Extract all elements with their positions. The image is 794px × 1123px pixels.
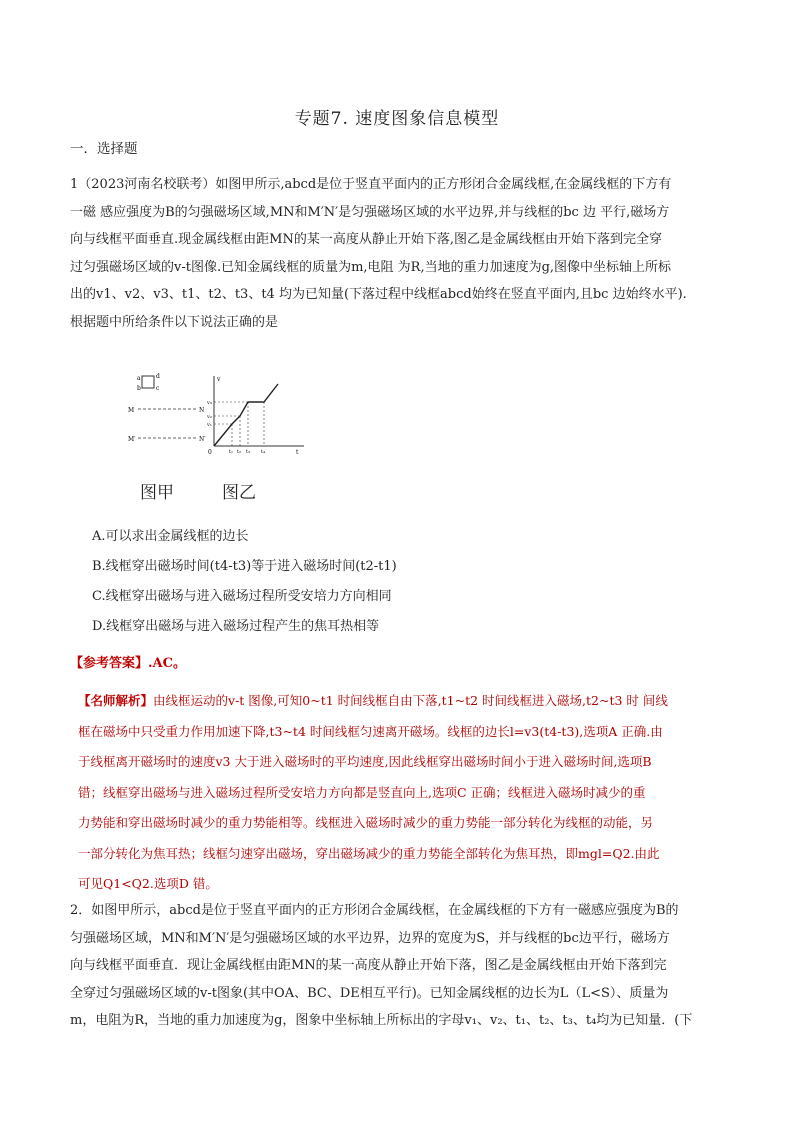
option-c: C.线框穿出磁场与进入磁场过程所受安培力方向相同 bbox=[92, 589, 392, 604]
tick-t3: t₃ bbox=[246, 449, 251, 455]
tick-t1: t₁ bbox=[229, 449, 234, 455]
tick-t2: t₂ bbox=[237, 449, 242, 455]
tick-v2: v₂ bbox=[207, 414, 212, 420]
q1-line: 根据题中所给条件以下说法正确的是 bbox=[70, 314, 279, 330]
q2-line: 匀强磁场区域，MN和M′N′是匀强磁场区域的水平边界，边界的宽度为S，并与线框的bc边平行，磁场方 bbox=[70, 930, 670, 946]
q1-line: 向与线框平面垂直.现金属线框由距MN的某一高度从静止开始下落,图乙是金属线框由开始下落到完全穿 bbox=[70, 232, 662, 247]
analysis-tag: 【名师解析】 bbox=[78, 693, 154, 708]
label-N: N bbox=[199, 407, 205, 414]
tick-t4: t₄ bbox=[261, 449, 266, 455]
vt-curve bbox=[214, 384, 278, 446]
frame-square bbox=[142, 376, 154, 388]
q2-line: 全穿过匀强磁场区域的v-t图象(其中OA、BC、DE相互平行)。已知金属线框的边长为L（L<S）、质量为 bbox=[70, 985, 669, 1001]
analysis-line: 于线框离开磁场时的速度v3 大于进入磁场时的平均速度,因此线框穿出磁场时间小于进入磁场时间,选项B bbox=[78, 754, 652, 769]
q1-line: 一磁 感应强度为B的匀强磁场区域,MN和M′N′是匀强磁场区域的水平边界,并与线框的bc 边 平行,磁场方 bbox=[70, 204, 670, 220]
question-2-text bbox=[70, 897, 734, 1035]
caption-figure-b: 图乙 bbox=[222, 483, 256, 503]
q1-line: 过匀强磁场区域的v-t图像.已知金属线框的质量为m,电阻 为R,当地的重力加速度为g,图像中坐标轴上所标 bbox=[70, 259, 672, 275]
label-M: M bbox=[128, 407, 135, 414]
q2-line: 2．如图甲所示，abcd是位于竖直平面内的正方形闭合金属线框，在金属线框的下方有一磁感应强度为B的 bbox=[70, 903, 679, 918]
reference-answer: 【参考答案】.AC。 bbox=[70, 656, 186, 671]
analysis-line: 错；线框穿出磁场与进入磁场过程所受安培力方向都是竖直向上,选项C 正确；线框进入磁场时减少的重 bbox=[78, 784, 646, 800]
page-title: 专题7. 速度图象信息模型 bbox=[294, 109, 500, 129]
analysis-line: 一部分转化为焦耳热；线框匀速穿出磁场，穿出磁场减少的重力势能全部转化为焦耳热，即mgl=Q2.由此 bbox=[78, 845, 660, 861]
analysis-line: 力势能和穿出磁场时减少的重力势能相等。线框进入磁场时减少的重力势能一部分转化为线框的动能，另 bbox=[78, 815, 654, 830]
axis-origin: 0 bbox=[208, 449, 212, 456]
frame-label-d: d bbox=[156, 373, 160, 380]
analysis-line: 【名师解析】由线框运动的v-t 图像,可知0~t1 时间线框自由下落,t1~t2 时间线框进入磁场,t2~t3 时 间线 bbox=[78, 693, 668, 708]
analysis-line: 框在磁场中只受重力作用加速下降,t3~t4 时间线框匀速离开磁场。线框的边长l=v3(t4-t3),选项A 正确.由 bbox=[78, 723, 663, 739]
label-Np: N′ bbox=[199, 436, 206, 443]
option-d: D.线框穿出磁场与进入磁场过程产生的焦耳热相等 bbox=[92, 619, 380, 634]
section-heading: 一．选择题 bbox=[70, 141, 138, 157]
frame-label-a: a bbox=[137, 375, 141, 382]
vt-figure bbox=[128, 366, 308, 466]
analysis-line: 可见Q1<Q2.选项D 错。 bbox=[78, 876, 218, 891]
tick-v3: v₃ bbox=[207, 400, 212, 406]
question-1-text bbox=[70, 171, 730, 336]
q1-line: 1（2023河南名校联考）如图甲所示,abcd是位于竖直平面内的正方形闭合金属线框,在金属线框的下方有 bbox=[70, 177, 672, 192]
teacher-analysis bbox=[78, 686, 723, 900]
axis-label-v: v bbox=[217, 376, 221, 383]
q2-line: m，电阻为R，当地的重力加速度为g，图象中坐标轴上所标出的字母v₁、v₂、t₁、t₂、t₃、t₄均为已知量．(下 bbox=[70, 1013, 693, 1028]
caption-figure-a: 图甲 bbox=[140, 483, 174, 503]
q1-line: 出的v1、v2、v3、t1、t2、t3、t4 均为已知量(下落过程中线框abcd始终在竖直平面内,且bc 边始终水平). bbox=[70, 287, 687, 302]
frame-label-b: b bbox=[137, 385, 141, 392]
option-a: A.可以求出金属线框的边长 bbox=[92, 529, 249, 544]
label-Mp: M′ bbox=[128, 436, 136, 443]
option-b: B.线框穿出磁场时间(t4-t3)等于进入磁场时间(t2-t1) bbox=[92, 559, 397, 574]
tick-v1: v₁ bbox=[207, 422, 212, 428]
q2-line: 向与线框平面垂直．现让金属线框由距MN的某一高度从静止开始下落，图乙是金属线框由开始下落到完 bbox=[70, 958, 667, 973]
q1-options bbox=[92, 522, 397, 642]
frame-label-c: c bbox=[156, 385, 160, 392]
axis-label-t: t bbox=[296, 449, 299, 456]
